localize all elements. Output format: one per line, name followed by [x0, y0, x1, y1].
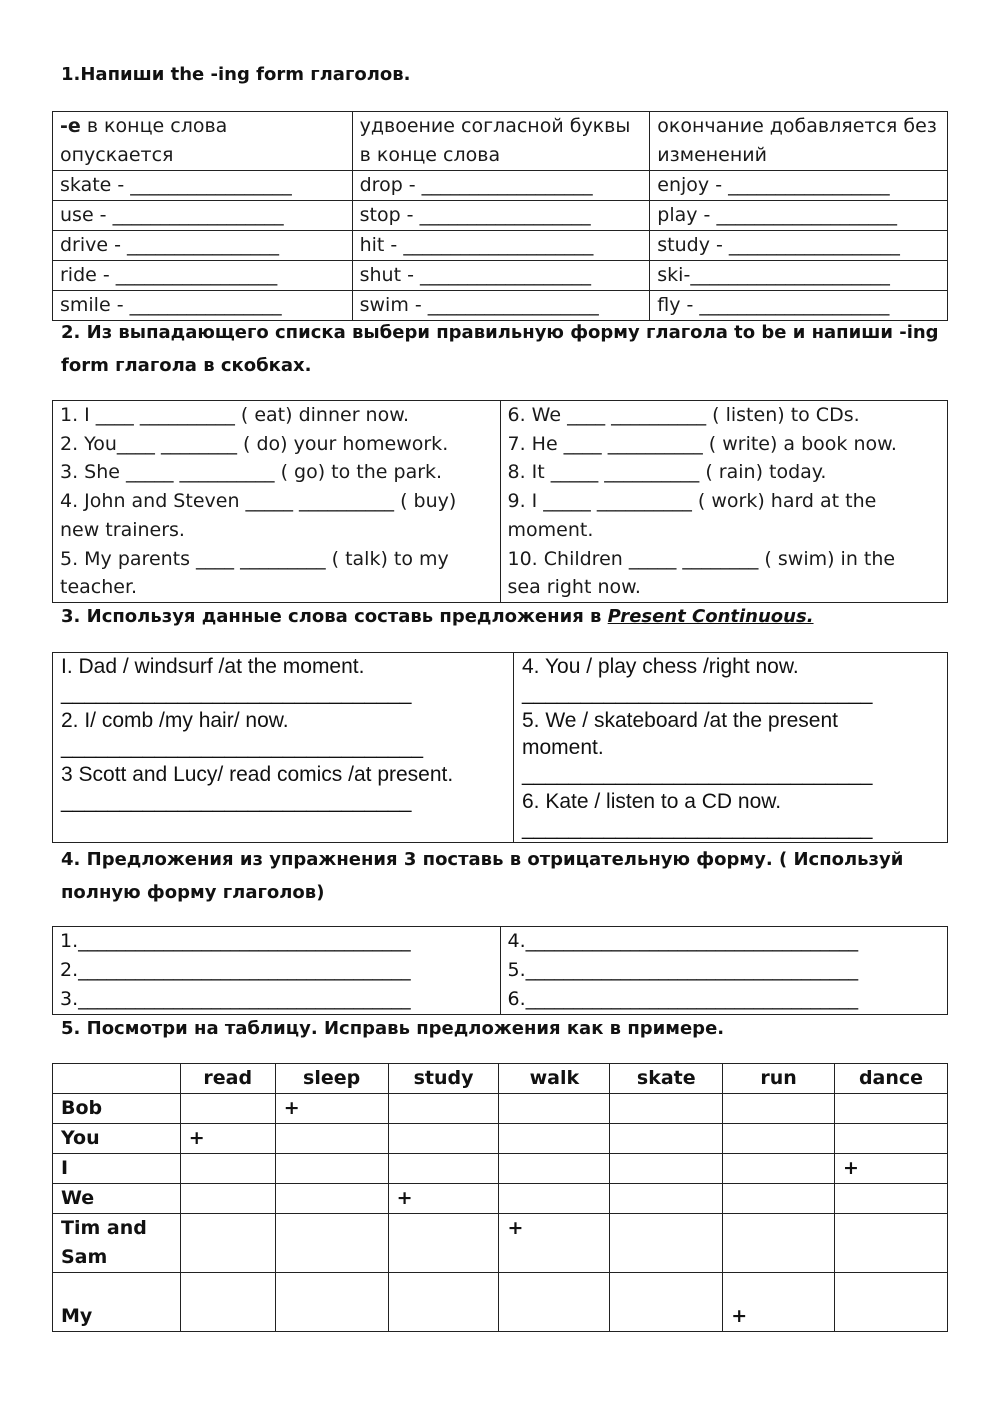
task5-cell [499, 1154, 610, 1184]
task5-cell [275, 1214, 388, 1273]
task5-row-label: I [53, 1154, 181, 1184]
task5-row [53, 1214, 948, 1273]
task1-cell[interactable]: use - __________________ [53, 201, 353, 231]
task1-row [53, 171, 948, 201]
task5-cell [388, 1273, 499, 1332]
task3-answer-line[interactable]: _______________________________ [61, 736, 424, 759]
task2-title: 2. Из выпадающего списка выбери правильную форму глагола to be и напиши -ing form глагола в скобках. [61, 322, 939, 376]
task5-cell [388, 1094, 499, 1124]
task5-row [53, 1184, 948, 1214]
task4-answer-line[interactable]: 5.___________________________________ [507, 959, 859, 981]
task2-table [52, 400, 948, 603]
task1-cell[interactable]: ride - _________________ [53, 261, 353, 291]
task5-cell [610, 1154, 723, 1184]
task2-sentence[interactable]: 3. She _____ __________ ( go) to the park. [60, 461, 443, 484]
task5-col-header [53, 1064, 181, 1094]
task4-title: 4. Предложения из упражнения 3 поставь в отрицательную форму. ( Используй полную форму глаголов) [61, 849, 904, 903]
task5-row [53, 1124, 948, 1154]
task1-header-no-change: окончание добавляется без изменений [650, 112, 948, 171]
task2-right-column [500, 401, 948, 603]
task1-cell[interactable]: drive - ________________ [53, 231, 353, 261]
task1-header-row [53, 112, 948, 171]
task5-col-header: read [180, 1064, 275, 1094]
task1-header-double: удвоение согласной буквы в конце слова [352, 112, 650, 171]
task5-col-header: walk [499, 1064, 610, 1094]
task5-cell [275, 1273, 388, 1332]
task5-cell [835, 1214, 948, 1273]
task2-sentence[interactable]: 9. I _____ __________ ( work) hard at the [507, 490, 877, 513]
task1-cell[interactable]: study - __________________ [650, 231, 948, 261]
task5-row-label: My [53, 1273, 181, 1332]
task1-header-drop-e: -е в конце слова опускается [53, 112, 353, 171]
task5-cell: + [388, 1184, 499, 1214]
task4-table [52, 926, 948, 1015]
task5-cell [723, 1154, 835, 1184]
task5-row-label: You [53, 1124, 181, 1154]
task5-cell [835, 1184, 948, 1214]
task1-cell[interactable]: ski-_____________________ [650, 261, 948, 291]
task1-row [53, 201, 948, 231]
task3-right-column [514, 653, 948, 843]
task1-cell[interactable]: hit - ____________________ [352, 231, 650, 261]
task5-cell [723, 1184, 835, 1214]
task2-sentence[interactable]: 4. John and Steven _____ __________ ( buy) [60, 490, 457, 513]
task5-cell [723, 1094, 835, 1124]
task1-cell[interactable]: smile - ________________ [53, 291, 353, 321]
task2-sentence-cont: moment. [507, 518, 594, 541]
task3-answer-line[interactable]: ______________________________ [522, 817, 873, 840]
task5-cell: + [723, 1273, 835, 1332]
task3-prompt: 6. Kate / listen to a CD now. [522, 790, 782, 813]
task4-right-column [500, 927, 948, 1015]
task5-cell [610, 1214, 723, 1273]
task5-col-header: skate [610, 1064, 723, 1094]
task5-cell [835, 1273, 948, 1332]
task5-col-header: sleep [275, 1064, 388, 1094]
task2-sentence[interactable]: 1. I ____ __________ ( eat) dinner now. [60, 404, 410, 426]
task5-row-label: Tim and Sam [53, 1214, 181, 1273]
task5-cell [835, 1124, 948, 1154]
task5-cell [610, 1094, 723, 1124]
task5-cell [499, 1094, 610, 1124]
task1-cell[interactable]: play - ___________________ [650, 201, 948, 231]
task5-cell [180, 1184, 275, 1214]
task5-cell [388, 1154, 499, 1184]
task3-table [52, 652, 948, 843]
task3-prompt: I. Dad / windsurf /at the moment. [61, 655, 365, 678]
task5-cell [499, 1124, 610, 1154]
task2-sentence-cont: teacher. [60, 576, 138, 599]
task5-cell [180, 1273, 275, 1332]
task5-cell [275, 1124, 388, 1154]
task5-cell [610, 1124, 723, 1154]
task5-cell [610, 1273, 723, 1332]
task5-cell [499, 1273, 610, 1332]
task5-row [53, 1094, 948, 1124]
task5-cell [723, 1214, 835, 1273]
task3-title: 3. Используя данные слова составь предложения в Present Continuous. [61, 606, 814, 627]
task2-sentence[interactable]: 5. My parents ____ _________ ( talk) to my [60, 547, 449, 570]
task5-cell [180, 1094, 275, 1124]
task3-prompt: 5. We / skateboard /at the present [522, 709, 838, 732]
task5-cell: + [499, 1214, 610, 1273]
task1-cell[interactable]: skate - _________________ [53, 171, 353, 201]
task1-cell[interactable]: fly - ____________________ [650, 291, 948, 321]
task2-sentence[interactable]: 8. It _____ __________ ( rain) today. [507, 461, 827, 484]
task1-cell[interactable]: enjoy - _________________ [650, 171, 948, 201]
task5-cell [610, 1184, 723, 1214]
task4-left-column [53, 927, 501, 1015]
task5-cell [388, 1214, 499, 1273]
task1-cell[interactable]: swim - __________________ [352, 291, 650, 321]
task2-sentence[interactable]: 6. We ____ __________ ( listen) to CDs. [507, 404, 860, 426]
task1-row [53, 231, 948, 261]
task5-cell [388, 1124, 499, 1154]
task3-answer-line[interactable]: ______________________________ [522, 763, 873, 786]
task5-cell [835, 1094, 948, 1124]
task5-col-header: run [723, 1064, 835, 1094]
task5-cell [723, 1124, 835, 1154]
task4-answer-line[interactable]: 3.___________________________________ [60, 988, 411, 1010]
task3-answer-line[interactable]: ______________________________ [61, 790, 412, 813]
task5-cell: + [180, 1124, 275, 1154]
task4-answer-line[interactable]: 4.___________________________________ [507, 930, 859, 952]
task3-answer-line[interactable]: ______________________________ [61, 682, 412, 705]
task5-col-header: study [388, 1064, 499, 1094]
task3-prompt: 2. I/ comb /my hair/ now. [61, 709, 289, 732]
task5-cell [180, 1214, 275, 1273]
task2-sentence[interactable]: 7. He ____ __________ ( write) a book now. [507, 432, 897, 455]
task5-cell [180, 1154, 275, 1184]
task4-answer-line[interactable]: 6.___________________________________ [507, 988, 859, 1010]
task5-row-label: We [53, 1184, 181, 1214]
task3-answer-line[interactable]: ______________________________ [522, 682, 873, 705]
task1-cell[interactable]: stop - __________________ [352, 201, 650, 231]
task4-answer-line[interactable]: 2.___________________________________ [60, 959, 411, 981]
task5-row-label: Bob [53, 1094, 181, 1124]
task1-title: 1.Напиши the -ing form глаголов. [61, 64, 411, 85]
task5-table [52, 1063, 948, 1332]
task5-header-row [53, 1064, 948, 1094]
task3-prompt: 4. You / play chess /right now. [522, 655, 799, 678]
task1-cell[interactable]: shut - __________________ [352, 261, 650, 291]
task5-cell: + [275, 1094, 388, 1124]
task5-cell [275, 1184, 388, 1214]
task3-left-column [53, 653, 514, 843]
task3-prompt: 3 Scott and Lucy/ read comics /at present. [61, 763, 454, 786]
task1-table [52, 111, 948, 321]
task2-sentence-cont: sea right now. [507, 576, 641, 599]
task1-row [53, 261, 948, 291]
task5-title: 5. Посмотри на таблицу. Исправь предложения как в примере. [61, 1018, 725, 1039]
task5-cell: + [835, 1154, 948, 1184]
task5-row [53, 1273, 948, 1332]
task3-prompt-cont: moment. [522, 736, 604, 759]
task5-cell [275, 1154, 388, 1184]
task5-cell [499, 1184, 610, 1214]
task5-row [53, 1154, 948, 1184]
task2-sentence[interactable]: 2. You____ ________ ( do) your homework. [60, 432, 449, 455]
task2-sentence-cont: new trainers. [60, 518, 185, 541]
task2-left-column [53, 401, 501, 603]
task4-answer-line[interactable]: 1.___________________________________ [60, 930, 411, 952]
task5-col-header: dance [835, 1064, 948, 1094]
task2-sentence[interactable]: 10. Children _____ ________ ( swim) in the [507, 547, 896, 570]
task1-cell[interactable]: drop - __________________ [352, 171, 650, 201]
